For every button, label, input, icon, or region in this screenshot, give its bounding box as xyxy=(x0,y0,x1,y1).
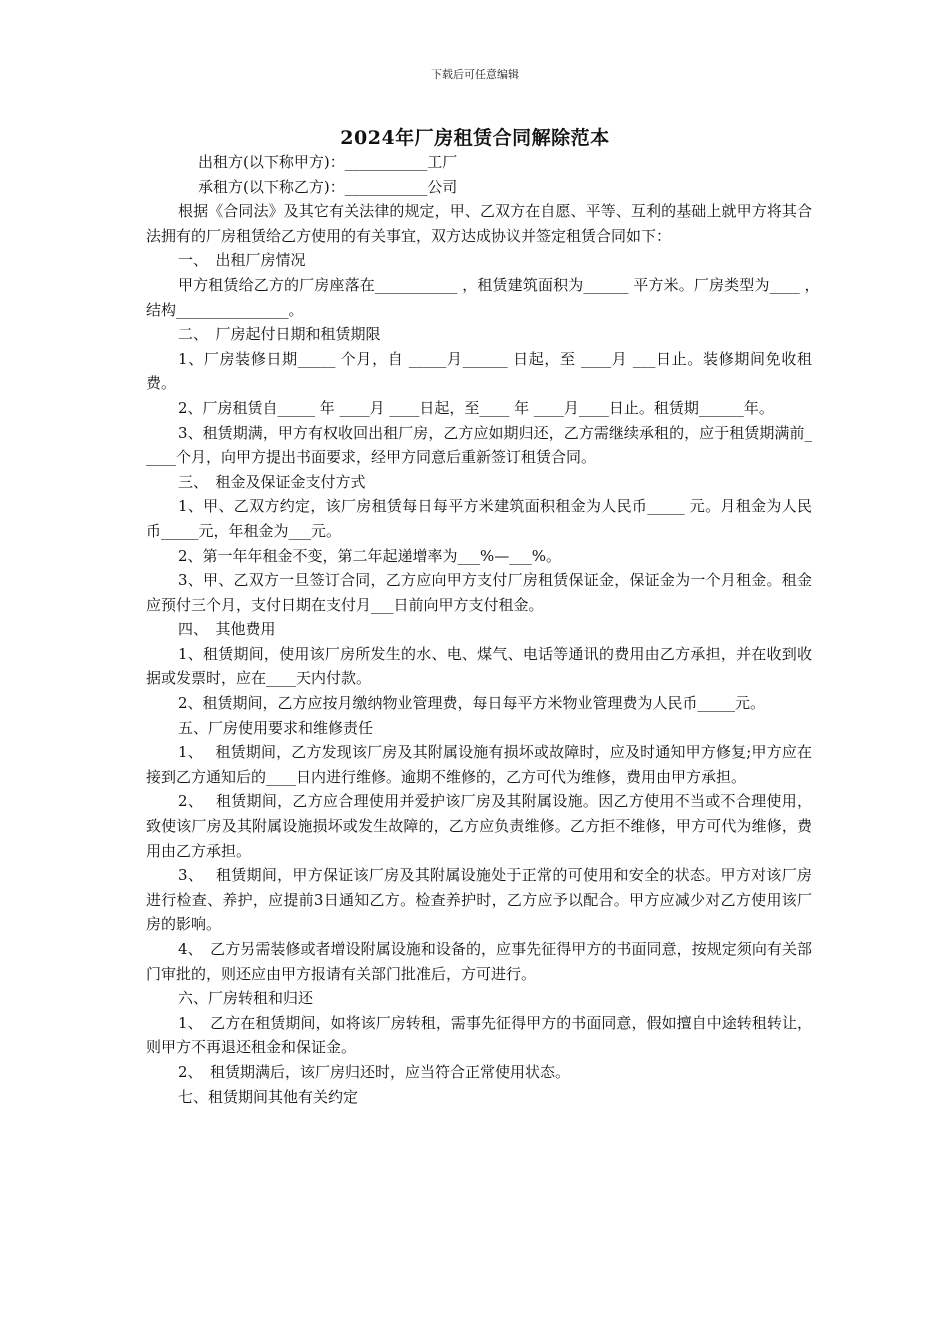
section-5-clause-2: 2、 租赁期间，乙方应合理使用并爱护该厂房及其附属设施。因乙方使用不当或不合理使用，致使该厂房及其附属设施损坏或发生故障的，乙方应负责维修。乙方拒不维修，甲方可代为维修，费用由乙方承担。 xyxy=(146,792,812,860)
section-1-paragraph: 甲方租赁给乙方的厂房座落在___________ ，租赁建筑面积为______ 平方米。厂房类型为____ ， 结构_______________。 xyxy=(146,275,832,319)
section-2-clause-1: 1、厂房装修日期_____ 个月，自 _____月______ 日起，至 ____月 ___日止。装修期间免收租费。 xyxy=(146,349,812,393)
preamble-paragraph: 根据《合同法》及其它有关法律的规定，甲、乙双方在自愿、平等、互利的基础上就甲方将其合法拥有的厂房租赁给乙方使用的有关事宜，双方达成协议并签定租赁合同如下： xyxy=(146,202,812,245)
section-4-clause-2: 2、租赁期间，乙方应按月缴纳物业管理费，每日每平方米物业管理费为人民币_____元。 xyxy=(178,694,766,713)
section-2-clause-3: 3、租赁期满，甲方有权收回出租厂房，乙方应如期归还，乙方需继续承租的，应于租赁期满前_____个月，向甲方提出书面要求，经甲方同意后重新签订租赁合同。 xyxy=(146,423,812,467)
section-heading-7: 七、租赁期间其他有关约定 xyxy=(178,1087,359,1106)
section-5-clause-4: 4、 乙方另需装修或者增设附属设施和设备的，应事先征得甲方的书面同意，按规定须向有关部门审批的，则还应由甲方报请有关部门批准后，方可进行。 xyxy=(146,940,812,983)
section-3-clause-2: 2、第一年年租金不变，第二年起递增率为___%—___%。 xyxy=(178,546,562,565)
section-heading-5: 五、厂房使用要求和维修责任 xyxy=(178,718,374,737)
contract-body xyxy=(146,150,832,1109)
header-note: 下载后可任意编辑 xyxy=(431,68,519,81)
section-3-clause-1: 1、甲、乙双方约定，该厂房租赁每日每平方米建筑面积租金为人民币_____ 元。月租金为人民币_____元，年租金为___元。 xyxy=(146,497,812,540)
section-5-clause-1: 1、 租赁期间，乙方发现该厂房及其附属设施有损坏或故障时，应及时通知甲方修复;甲方应在接到乙方通知后的____日内进行维修。逾期不维修的，乙方可代为维修，费用由甲方承担。 xyxy=(146,743,812,786)
section-5-clause-3: 3、 租赁期间，甲方保证该厂房及其附属设施处于正常的可使用和安全的状态。甲方对该厂房进行检查、养护，应提前3日通知乙方。检查养护时，乙方应予以配合。甲方应减少对乙方使用该厂房的影响。 xyxy=(146,866,812,934)
section-heading-1: 一、 出租厂房情况 xyxy=(178,251,306,270)
lessor-line: 出租方(以下称甲方)：___________工厂 xyxy=(198,153,458,171)
section-heading-6: 六、厂房转租和归还 xyxy=(178,989,314,1008)
document-title: 2024年厂房租赁合同解除范本 xyxy=(340,127,610,149)
section-4-clause-1: 1、租赁期间，使用该厂房所发生的水、电、煤气、电话等通讯的费用由乙方承担，并在收到收据或发票时，应在____天内付款。 xyxy=(146,644,812,688)
section-heading-2: 二、 厂房起付日期和租赁期限 xyxy=(178,325,381,344)
section-6-clause-2: 2、 租赁期满后，该厂房归还时，应当符合正常使用状态。 xyxy=(178,1062,571,1081)
section-3-clause-3: 3、甲、乙双方一旦签订合同，乙方应向甲方支付厂房租赁保证金，保证金为一个月租金。租金应预付三个月，支付日期在支付月___日前向甲方支付租金。 xyxy=(146,571,812,614)
section-2-clause-2: 2、厂房租赁自_____ 年 ____月 ____日起，至____ 年 ____月____日止。租赁期______年。 xyxy=(178,398,774,417)
lessee-line: 承租方(以下称乙方)：___________公司 xyxy=(198,177,458,196)
section-heading-4: 四、 其他费用 xyxy=(178,620,276,639)
section-heading-3: 三、 租金及保证金支付方式 xyxy=(178,472,366,491)
section-6-clause-1: 1、 乙方在租赁期间，如将该厂房转租，需事先征得甲方的书面同意，假如擅自中途转租转让，则甲方不再退还租金和保证金。 xyxy=(146,1013,812,1057)
